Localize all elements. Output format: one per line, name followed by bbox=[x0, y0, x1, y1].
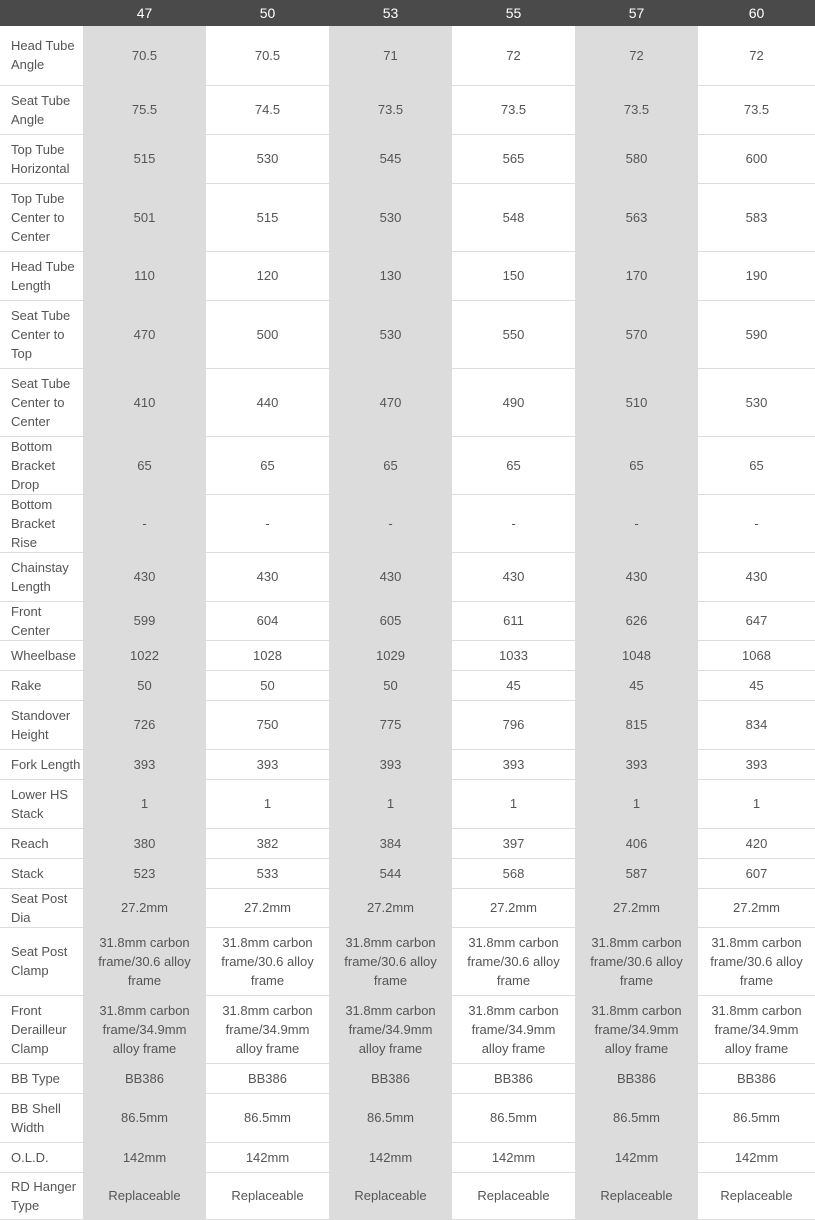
table-cell: 73.5 bbox=[452, 85, 575, 134]
size-header bbox=[0, 0, 815, 26]
table-cell: 523 bbox=[83, 858, 206, 888]
table-cell: 86.5mm bbox=[452, 1093, 575, 1142]
table-cell: 70.5 bbox=[83, 26, 206, 85]
table-cell: 565 bbox=[452, 134, 575, 183]
table-cell: 65 bbox=[698, 436, 815, 494]
table-cell: Replaceable bbox=[698, 1172, 815, 1219]
row-label: Seat Tube Center to Top bbox=[0, 300, 83, 368]
table-cell: 430 bbox=[329, 552, 452, 601]
size-header-cell: 50 bbox=[206, 0, 329, 26]
table-cell: Replaceable bbox=[329, 1172, 452, 1219]
table-cell: 27.2mm bbox=[83, 888, 206, 927]
table-cell: 530 bbox=[206, 134, 329, 183]
table-row bbox=[0, 700, 815, 749]
table-cell: 45 bbox=[698, 670, 815, 700]
table-cell: 393 bbox=[83, 749, 206, 779]
size-header-cell: 53 bbox=[329, 0, 452, 26]
row-label: Head Tube Angle bbox=[0, 26, 83, 85]
row-label: Seat Tube Center to Center bbox=[0, 368, 83, 436]
table-cell: 1028 bbox=[206, 640, 329, 670]
header-corner bbox=[0, 0, 83, 26]
table-cell: 530 bbox=[329, 300, 452, 368]
table-cell: BB386 bbox=[575, 1063, 698, 1093]
table-cell: 86.5mm bbox=[83, 1093, 206, 1142]
table-cell: 384 bbox=[329, 828, 452, 858]
table-cell: 775 bbox=[329, 700, 452, 749]
table-row bbox=[0, 1093, 815, 1142]
table-cell: Replaceable bbox=[206, 1172, 329, 1219]
table-cell: 74.5 bbox=[206, 85, 329, 134]
table-cell: 587 bbox=[575, 858, 698, 888]
size-header-cell: 47 bbox=[83, 0, 206, 26]
table-cell: 75.5 bbox=[83, 85, 206, 134]
table-row bbox=[0, 300, 815, 368]
table-row bbox=[0, 251, 815, 300]
table-cell: 382 bbox=[206, 828, 329, 858]
table-cell: 73.5 bbox=[329, 85, 452, 134]
table-cell: 430 bbox=[206, 552, 329, 601]
table-row bbox=[0, 1172, 815, 1219]
table-cell: 73.5 bbox=[575, 85, 698, 134]
row-label: Fork Length bbox=[0, 749, 83, 779]
table-cell: 142mm bbox=[698, 1142, 815, 1172]
table-row bbox=[0, 858, 815, 888]
table-cell: - bbox=[206, 494, 329, 552]
table-cell: Replaceable bbox=[83, 1172, 206, 1219]
table-cell: 150 bbox=[452, 251, 575, 300]
table-cell: 548 bbox=[452, 183, 575, 251]
table-row bbox=[0, 1142, 815, 1172]
table-cell: 31.8mm carbon frame/30.6 alloy frame bbox=[206, 927, 329, 995]
table-cell: 72 bbox=[452, 26, 575, 85]
table-cell: 1 bbox=[83, 779, 206, 828]
table-cell: 65 bbox=[83, 436, 206, 494]
table-cell: 410 bbox=[83, 368, 206, 436]
table-cell: 50 bbox=[83, 670, 206, 700]
table-cell: 393 bbox=[575, 749, 698, 779]
table-cell: BB386 bbox=[698, 1063, 815, 1093]
table-cell: 110 bbox=[83, 251, 206, 300]
table-cell: 501 bbox=[83, 183, 206, 251]
table-cell: 380 bbox=[83, 828, 206, 858]
table-cell: 583 bbox=[698, 183, 815, 251]
table-cell: 142mm bbox=[329, 1142, 452, 1172]
table-cell: 530 bbox=[329, 183, 452, 251]
table-cell: 86.5mm bbox=[698, 1093, 815, 1142]
table-row bbox=[0, 494, 815, 552]
row-label: Front Center bbox=[0, 601, 83, 640]
table-cell: 190 bbox=[698, 251, 815, 300]
table-cell: 600 bbox=[698, 134, 815, 183]
table-cell: 31.8mm carbon frame/30.6 alloy frame bbox=[83, 927, 206, 995]
table-cell: 31.8mm carbon frame/30.6 alloy frame bbox=[329, 927, 452, 995]
table-cell: 130 bbox=[329, 251, 452, 300]
table-cell: 393 bbox=[698, 749, 815, 779]
table-cell: 568 bbox=[452, 858, 575, 888]
row-label: Top Tube Center to Center bbox=[0, 183, 83, 251]
table-cell: 1 bbox=[206, 779, 329, 828]
table-cell: 27.2mm bbox=[575, 888, 698, 927]
row-label: Seat Post Clamp bbox=[0, 927, 83, 995]
table-cell: 470 bbox=[83, 300, 206, 368]
table-cell: - bbox=[452, 494, 575, 552]
table-cell: 470 bbox=[329, 368, 452, 436]
table-cell: 570 bbox=[575, 300, 698, 368]
table-cell: 65 bbox=[206, 436, 329, 494]
table-cell: 533 bbox=[206, 858, 329, 888]
table-cell: Replaceable bbox=[575, 1172, 698, 1219]
table-cell: 27.2mm bbox=[329, 888, 452, 927]
table-cell: 71 bbox=[329, 26, 452, 85]
table-cell: 563 bbox=[575, 183, 698, 251]
row-label: Wheelbase bbox=[0, 640, 83, 670]
table-cell: - bbox=[698, 494, 815, 552]
size-header-cell: 55 bbox=[452, 0, 575, 26]
table-cell: Replaceable bbox=[452, 1172, 575, 1219]
row-label: Top Tube Horizontal bbox=[0, 134, 83, 183]
table-cell: 1068 bbox=[698, 640, 815, 670]
table-cell: 31.8mm carbon frame/34.9mm alloy frame bbox=[206, 995, 329, 1063]
size-header-row bbox=[0, 0, 815, 26]
table-cell: 530 bbox=[698, 368, 815, 436]
table-cell: 545 bbox=[329, 134, 452, 183]
row-label: Chainstay Length bbox=[0, 552, 83, 601]
table-cell: 72 bbox=[698, 26, 815, 85]
table-cell: 550 bbox=[452, 300, 575, 368]
table-cell: 510 bbox=[575, 368, 698, 436]
table-cell: 647 bbox=[698, 601, 815, 640]
table-cell: 1 bbox=[329, 779, 452, 828]
table-row bbox=[0, 1063, 815, 1093]
table-cell: 1048 bbox=[575, 640, 698, 670]
row-label: Seat Tube Angle bbox=[0, 85, 83, 134]
table-cell: - bbox=[575, 494, 698, 552]
table-cell: 515 bbox=[83, 134, 206, 183]
table-row bbox=[0, 888, 815, 927]
size-header-cell: 57 bbox=[575, 0, 698, 26]
table-cell: 515 bbox=[206, 183, 329, 251]
table-cell: 170 bbox=[575, 251, 698, 300]
table-row bbox=[0, 749, 815, 779]
table-cell: 73.5 bbox=[698, 85, 815, 134]
table-cell: 31.8mm carbon frame/34.9mm alloy frame bbox=[83, 995, 206, 1063]
table-cell: BB386 bbox=[452, 1063, 575, 1093]
table-row bbox=[0, 927, 815, 995]
table-cell: 31.8mm carbon frame/34.9mm alloy frame bbox=[329, 995, 452, 1063]
table-cell: 1033 bbox=[452, 640, 575, 670]
table-row bbox=[0, 436, 815, 494]
table-cell: 50 bbox=[329, 670, 452, 700]
table-cell: 393 bbox=[452, 749, 575, 779]
table-cell: 607 bbox=[698, 858, 815, 888]
table-cell: 397 bbox=[452, 828, 575, 858]
table-cell: 626 bbox=[575, 601, 698, 640]
table-cell: 815 bbox=[575, 700, 698, 749]
table-cell: 45 bbox=[575, 670, 698, 700]
table-cell: 834 bbox=[698, 700, 815, 749]
row-label: Front Derailleur Clamp bbox=[0, 995, 83, 1063]
table-cell: 1022 bbox=[83, 640, 206, 670]
table-cell: 1 bbox=[698, 779, 815, 828]
table-cell: 393 bbox=[329, 749, 452, 779]
row-label: Head Tube Length bbox=[0, 251, 83, 300]
table-row bbox=[0, 670, 815, 700]
table-cell: - bbox=[329, 494, 452, 552]
table-cell: 86.5mm bbox=[575, 1093, 698, 1142]
table-cell: 31.8mm carbon frame/34.9mm alloy frame bbox=[452, 995, 575, 1063]
table-cell: 406 bbox=[575, 828, 698, 858]
row-label: Lower HS Stack bbox=[0, 779, 83, 828]
table-cell: 393 bbox=[206, 749, 329, 779]
table-row bbox=[0, 85, 815, 134]
row-label: BB Shell Width bbox=[0, 1093, 83, 1142]
table-row bbox=[0, 779, 815, 828]
table-cell: 490 bbox=[452, 368, 575, 436]
table-cell: 86.5mm bbox=[329, 1093, 452, 1142]
table-cell: 440 bbox=[206, 368, 329, 436]
table-row bbox=[0, 26, 815, 85]
table-cell: 500 bbox=[206, 300, 329, 368]
table-cell: 31.8mm carbon frame/30.6 alloy frame bbox=[452, 927, 575, 995]
table-row bbox=[0, 134, 815, 183]
table-cell: 65 bbox=[575, 436, 698, 494]
table-cell: 31.8mm carbon frame/34.9mm alloy frame bbox=[698, 995, 815, 1063]
table-cell: 430 bbox=[83, 552, 206, 601]
row-label: Reach bbox=[0, 828, 83, 858]
table-cell: 86.5mm bbox=[206, 1093, 329, 1142]
table-cell: 27.2mm bbox=[452, 888, 575, 927]
table-cell: 1 bbox=[575, 779, 698, 828]
table-cell: 142mm bbox=[575, 1142, 698, 1172]
table-cell: 142mm bbox=[206, 1142, 329, 1172]
table-cell: BB386 bbox=[329, 1063, 452, 1093]
table-cell: 580 bbox=[575, 134, 698, 183]
row-label: BB Type bbox=[0, 1063, 83, 1093]
table-row bbox=[0, 368, 815, 436]
table-cell: 31.8mm carbon frame/34.9mm alloy frame bbox=[575, 995, 698, 1063]
row-label: Stack bbox=[0, 858, 83, 888]
table-cell: 45 bbox=[452, 670, 575, 700]
table-cell: 1029 bbox=[329, 640, 452, 670]
table-cell: 750 bbox=[206, 700, 329, 749]
table-cell: 65 bbox=[329, 436, 452, 494]
table-cell: 605 bbox=[329, 601, 452, 640]
table-row bbox=[0, 552, 815, 601]
table-cell: 796 bbox=[452, 700, 575, 749]
row-label: Standover Height bbox=[0, 700, 83, 749]
size-header-cell: 60 bbox=[698, 0, 815, 26]
table-row bbox=[0, 601, 815, 640]
table-cell: 27.2mm bbox=[698, 888, 815, 927]
table-cell: 142mm bbox=[83, 1142, 206, 1172]
table-cell: 27.2mm bbox=[206, 888, 329, 927]
table-cell: BB386 bbox=[206, 1063, 329, 1093]
row-label: Seat Post Dia bbox=[0, 888, 83, 927]
row-label: O.L.D. bbox=[0, 1142, 83, 1172]
table-cell: 31.8mm carbon frame/30.6 alloy frame bbox=[698, 927, 815, 995]
table-cell: - bbox=[83, 494, 206, 552]
table-cell: BB386 bbox=[83, 1063, 206, 1093]
table-cell: 120 bbox=[206, 251, 329, 300]
table-row bbox=[0, 828, 815, 858]
row-label: Bottom Bracket Rise bbox=[0, 494, 83, 552]
table-cell: 420 bbox=[698, 828, 815, 858]
table-cell: 31.8mm carbon frame/30.6 alloy frame bbox=[575, 927, 698, 995]
table-cell: 611 bbox=[452, 601, 575, 640]
table-row bbox=[0, 640, 815, 670]
table-cell: 65 bbox=[452, 436, 575, 494]
table-cell: 70.5 bbox=[206, 26, 329, 85]
row-label: Rake bbox=[0, 670, 83, 700]
table-cell: 142mm bbox=[452, 1142, 575, 1172]
table-cell: 430 bbox=[575, 552, 698, 601]
table-cell: 430 bbox=[452, 552, 575, 601]
table-cell: 1 bbox=[452, 779, 575, 828]
table-cell: 726 bbox=[83, 700, 206, 749]
table-row bbox=[0, 995, 815, 1063]
table-cell: 544 bbox=[329, 858, 452, 888]
table-cell: 72 bbox=[575, 26, 698, 85]
geometry-body bbox=[0, 26, 815, 1219]
row-label: Bottom Bracket Drop bbox=[0, 436, 83, 494]
table-row bbox=[0, 183, 815, 251]
table-cell: 590 bbox=[698, 300, 815, 368]
row-label: RD Hanger Type bbox=[0, 1172, 83, 1219]
table-cell: 604 bbox=[206, 601, 329, 640]
table-cell: 430 bbox=[698, 552, 815, 601]
table-cell: 50 bbox=[206, 670, 329, 700]
table-cell: 599 bbox=[83, 601, 206, 640]
